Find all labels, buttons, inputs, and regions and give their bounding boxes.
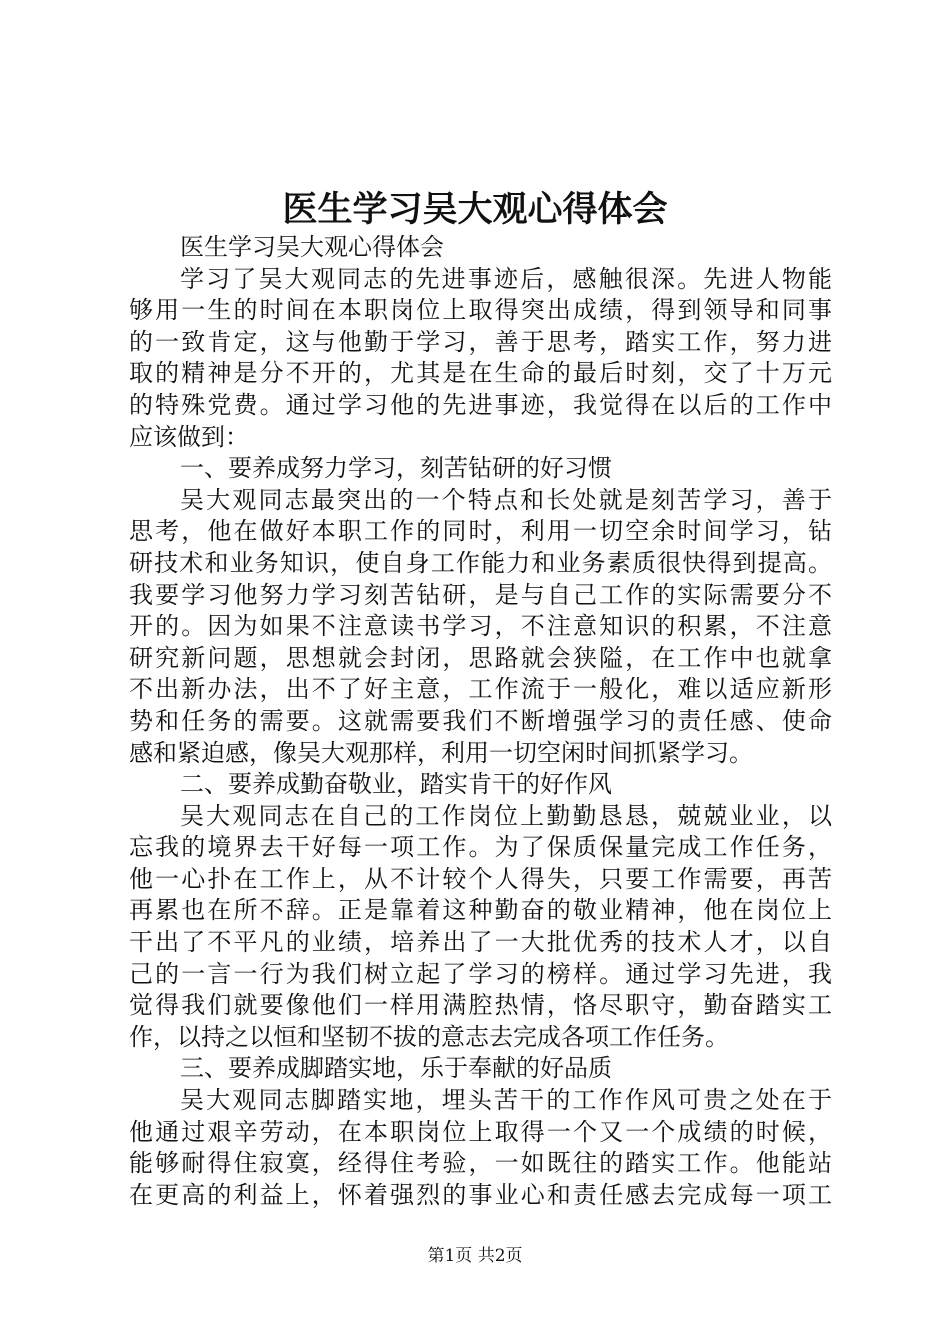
text-line: 够用一生的时间在本职岗位上取得突出成绩，得到领导和同事 xyxy=(129,296,832,325)
text-line: 作，以持之以恒和坚韧不拔的意志去完成各项工作任务。 xyxy=(129,1022,729,1051)
section-heading: 一、要养成努力学习，刻苦钻研的好习惯 xyxy=(180,454,612,483)
text-line: 我要学习他努力学习刻苦钻研，是与自己工作的实际需要分不 xyxy=(129,580,832,609)
text-line: 学习了吴大观同志的先进事迹后，感触很深。先进人物能 xyxy=(180,264,832,293)
document-body xyxy=(129,232,832,1211)
section-heading: 二、要养成勤奋敬业，踏实肯干的好作风 xyxy=(180,770,612,799)
text-line: 研究新问题，思想就会封闭，思路就会狭隘，在工作中也就拿 xyxy=(129,643,832,672)
text-line: 的特殊党费。通过学习他的先进事迹，我觉得在以后的工作中 xyxy=(129,390,832,419)
document-title: 医生学习吴大观心得体会 xyxy=(282,189,668,230)
text-line: 不出新办法，出不了好主意，工作流于一般化，难以适应新形 xyxy=(129,675,832,704)
page-footer: 第1页 共2页 xyxy=(427,1246,523,1266)
text-line: 思考，他在做好本职工作的同时，利用一切空余时间学习，钻 xyxy=(129,517,832,546)
text-line: 在更高的利益上，怀着强烈的事业心和责任感去完成每一项工 xyxy=(129,1180,832,1209)
text-line: 感和紧迫感，像吴大观那样，利用一切空闲时间抓紧学习。 xyxy=(129,738,753,767)
text-line: 吴大观同志在自己的工作岗位上勤勤恳恳，兢兢业业，以 xyxy=(180,801,832,830)
section-heading: 三、要养成脚踏实地，乐于奉献的好品质 xyxy=(180,1054,612,1083)
text-line: 吴大观同志脚踏实地，埋头苦干的工作作风可贵之处在于 xyxy=(180,1086,832,1115)
text-line: 开的。因为如果不注意读书学习，不注意知识的积累，不注意 xyxy=(129,612,832,641)
text-line: 忘我的境界去干好每一项工作。为了保质保量完成工作任务， xyxy=(129,833,832,862)
text-line: 吴大观同志最突出的一个特点和长处就是刻苦学习，善于 xyxy=(180,485,832,514)
text-line: 他通过艰辛劳动，在本职岗位上取得一个又一个成绩的时候， xyxy=(129,1117,832,1146)
text-line: 能够耐得住寂寞，经得住考验，一如既往的踏实工作。他能站 xyxy=(129,1149,832,1178)
text-line: 觉得我们就要像他们一样用满腔热情，恪尽职守，勤奋踏实工 xyxy=(129,991,832,1020)
text-line: 势和任务的需要。这就需要我们不断增强学习的责任感、使命 xyxy=(129,706,832,735)
text-line: 他一心扑在工作上，从不计较个人得失，只要工作需要，再苦 xyxy=(129,864,832,893)
text-line: 取的精神是分不开的，尤其是在生命的最后时刻，交了十万元 xyxy=(129,359,832,388)
text-line: 研技术和业务知识，使自身工作能力和业务素质很快得到提高。 xyxy=(129,548,832,577)
text-line: 应该做到： xyxy=(129,422,249,451)
text-line: 己的一言一行为我们树立起了学习的榜样。通过学习先进，我 xyxy=(129,959,832,988)
text-line: 干出了不平凡的业绩，培养出了一大批优秀的技术人才，以自 xyxy=(129,928,832,957)
text-line: 医生学习吴大观心得体会 xyxy=(180,233,444,261)
text-line: 的一致肯定，这与他勤于学习，善于思考，踏实工作，努力进 xyxy=(129,327,832,356)
text-line: 再累也在所不辞。正是靠着这种勤奋的敬业精神，他在岗位上 xyxy=(129,896,832,925)
